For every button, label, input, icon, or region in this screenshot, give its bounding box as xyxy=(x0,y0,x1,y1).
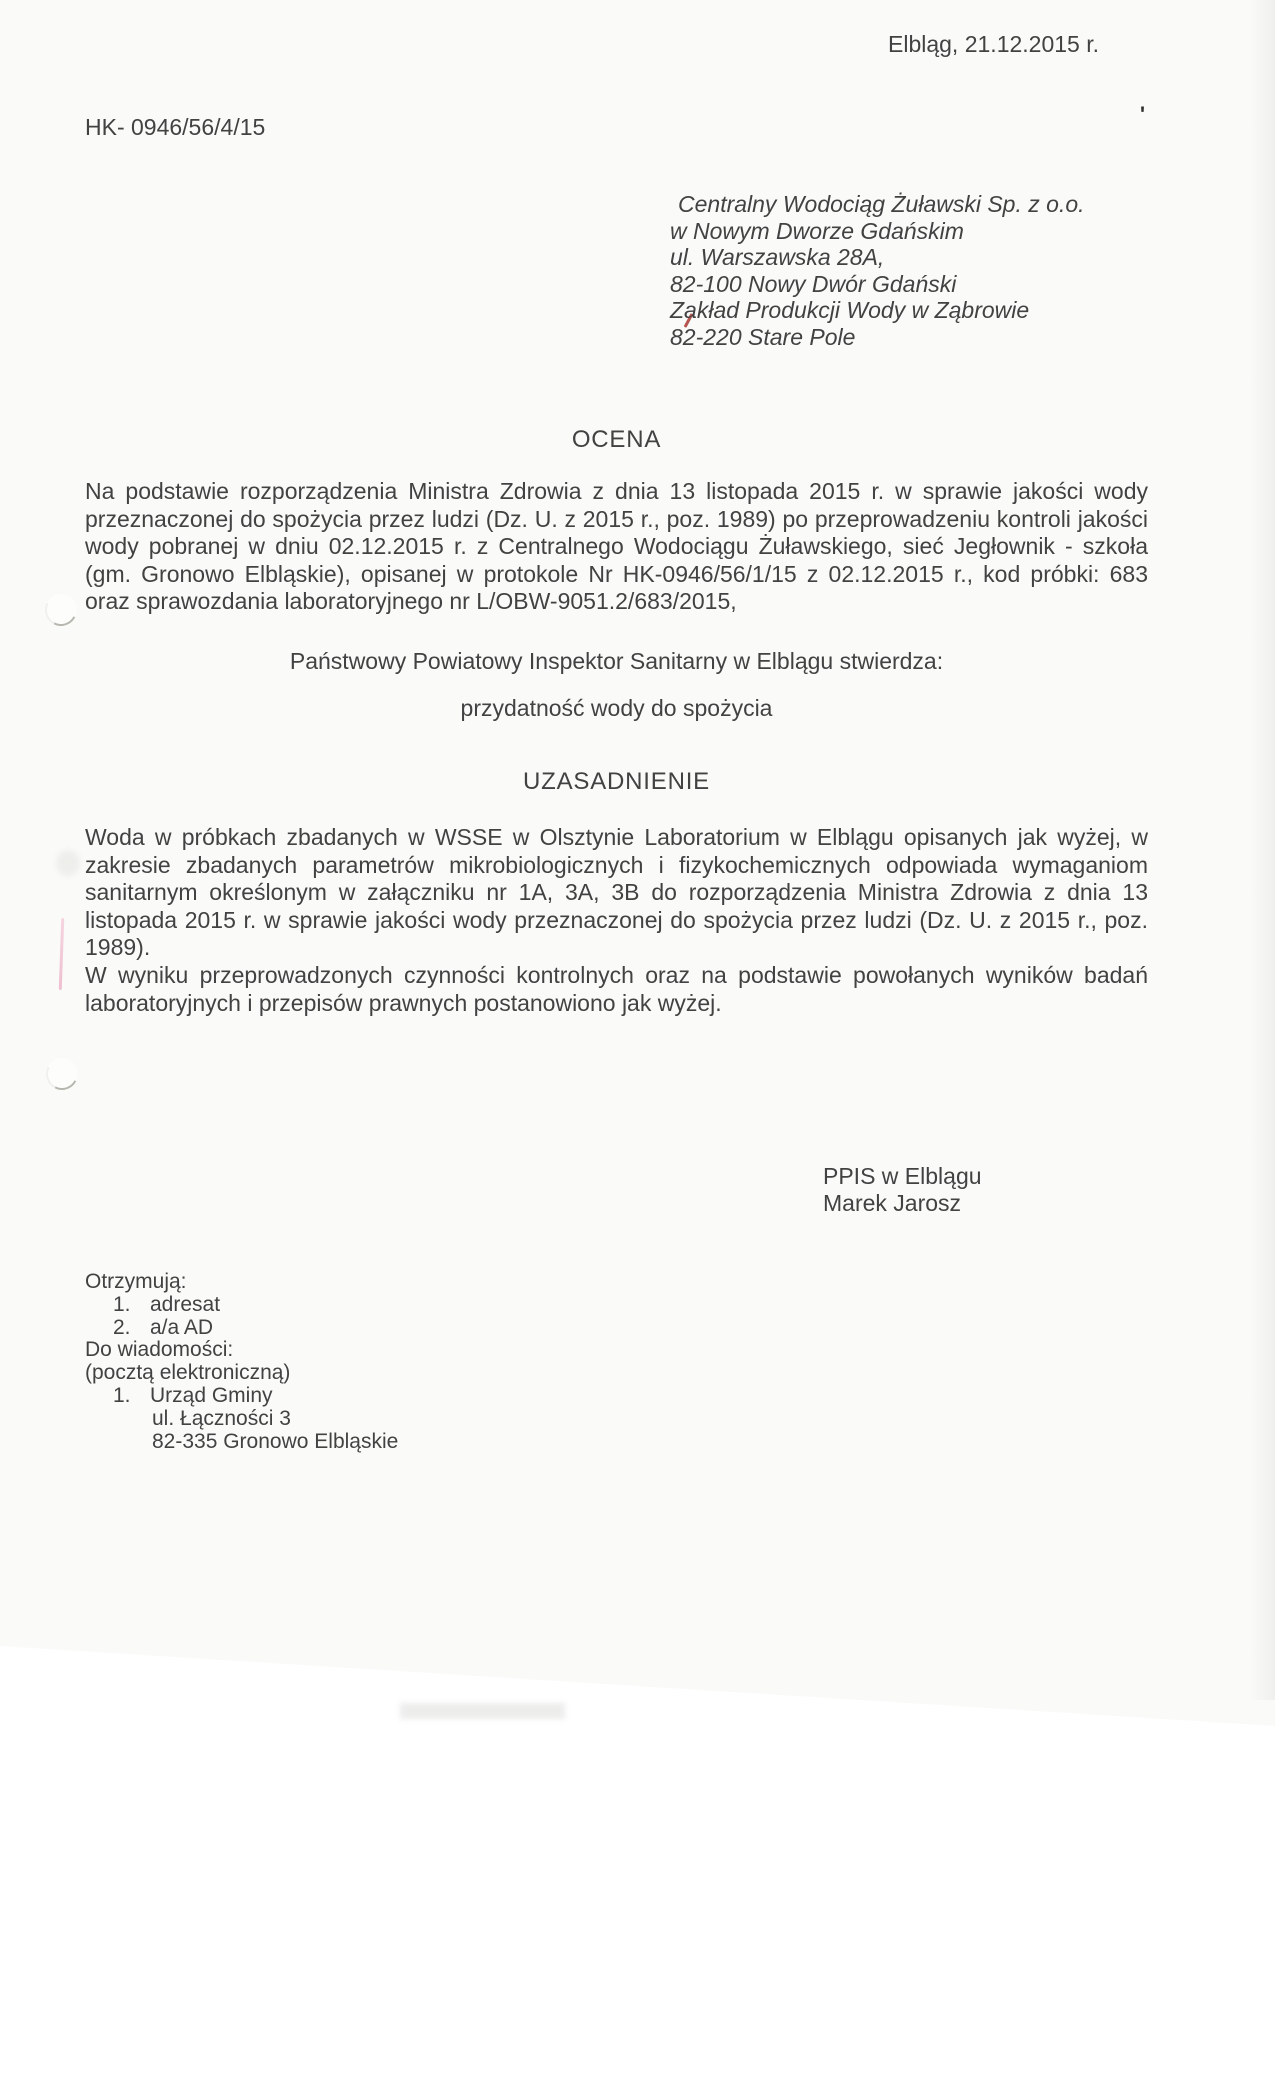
date-line: Elbląg, 21.12.2015 r. xyxy=(888,31,1099,57)
cc-item-1 xyxy=(85,1385,398,1408)
statement-line: przydatność wody do spożycia xyxy=(460,695,773,721)
ocena-heading: OCENA xyxy=(571,426,662,453)
cc-note: (pocztą elektroniczną) xyxy=(85,1361,291,1385)
statement-intro-line: Państwowy Powiatowy Inspektor Sanitarny w Elblągu stwierdza: xyxy=(289,648,944,674)
recipient-plant-line: Zakład Produkcji Wody w Ząbrowie xyxy=(670,297,1030,324)
received-item-1 xyxy=(85,1294,398,1317)
recipient-street-line: ul. Warszawska 28A, xyxy=(670,244,885,271)
received-item-1-label: adresat xyxy=(150,1292,221,1316)
received-item-1-number: 1. xyxy=(113,1292,131,1316)
signature-block xyxy=(823,1163,982,1218)
justification-body xyxy=(85,824,1148,1017)
cc-item-1-postal-line: 82-335 Gronowo Elbląskie xyxy=(152,1429,399,1453)
distribution-section xyxy=(85,1271,398,1453)
recipient-city-line: w Nowym Dworze Gdańskim xyxy=(670,217,964,244)
reference-number: HK- 0946/56/4/15 xyxy=(85,114,266,140)
stray-ink-mark: ' xyxy=(1140,103,1145,126)
justification-heading: UZASADNIENIE xyxy=(523,768,710,795)
signature-title-line: PPIS w Elblągu xyxy=(823,1163,982,1189)
scan-smudge-bottom-edge xyxy=(400,1703,565,1719)
cc-item-1-label: Urząd Gminy xyxy=(150,1383,273,1407)
recipient-postal-line: 82-100 Nowy Dwór Gdański xyxy=(670,270,957,297)
received-item-2 xyxy=(85,1317,398,1340)
cc-item-1-street-line: ul. Łączności 3 xyxy=(152,1406,291,1430)
recipient-company-line: Centralny Wodociąg Żuławski Sp. z o.o. xyxy=(678,191,1085,217)
ocena-paragraph: Na podstawie rozporządzenia Ministra Zdrowia z dnia 13 listopada 2015 r. w sprawie jakości wody przeznaczonej do spożycia przez ludzi (Dz. U. z 2015 r., poz. 1989) po przeprowadzeniu kontroli jakości wody pobranej w dniu 02.12.2015 r. z Centralnego Wodociągu Żuławskiego, sieć Jegłownik - szkoła (gm. Gronowo Elbląskie), opisanej w protokole Nr HK-0946/56/1/15 z 02.12.2015 r., kod próbki: 683 oraz sprawozdania laboratoryjnego nr L/OBW-9051.2/683/2015, xyxy=(85,478,1148,615)
received-item-2-label: a/a AD xyxy=(150,1315,214,1339)
scan-edge-shading xyxy=(1249,0,1275,1700)
signature-name-line: Marek Jarosz xyxy=(823,1190,962,1217)
recipient-plant-postal-line: 82-220 Stare Pole xyxy=(670,323,856,350)
cc-heading: Do wiadomości: xyxy=(85,1338,234,1362)
scan-smudge-left-margin xyxy=(56,850,80,876)
recipient-address-block xyxy=(670,191,1085,351)
received-heading: Otrzymują: xyxy=(85,1270,187,1293)
justification-paragraph-2: W wyniku przeprowadzonych czynności kontrolnych oraz na podstawie powołanych wyników badań laboratoryjnych i przepisów prawnych postanowiono jak wyżej. xyxy=(85,961,1148,1016)
justification-paragraph-1: Woda w próbkach zbadanych w WSSE w Olsztynie Laboratorium w Elblągu opisanych jak wyżej, w zakresie zbadanych parametrów mikrobiologicznych i fizykochemicznych odpowiada wymaganiom sanitarnym określonym w załączniku nr 1A, 3A, 3B do rozporządzenia Ministra Zdrowia z dnia 13 listopada 2015 r. w sprawie jakości wody przeznaczonej do spożycia przez ludzi (Dz. U. z 2015 r., poz. 1989). xyxy=(85,824,1148,961)
cc-item-1-number: 1. xyxy=(113,1383,131,1407)
received-item-2-number: 2. xyxy=(113,1315,131,1339)
